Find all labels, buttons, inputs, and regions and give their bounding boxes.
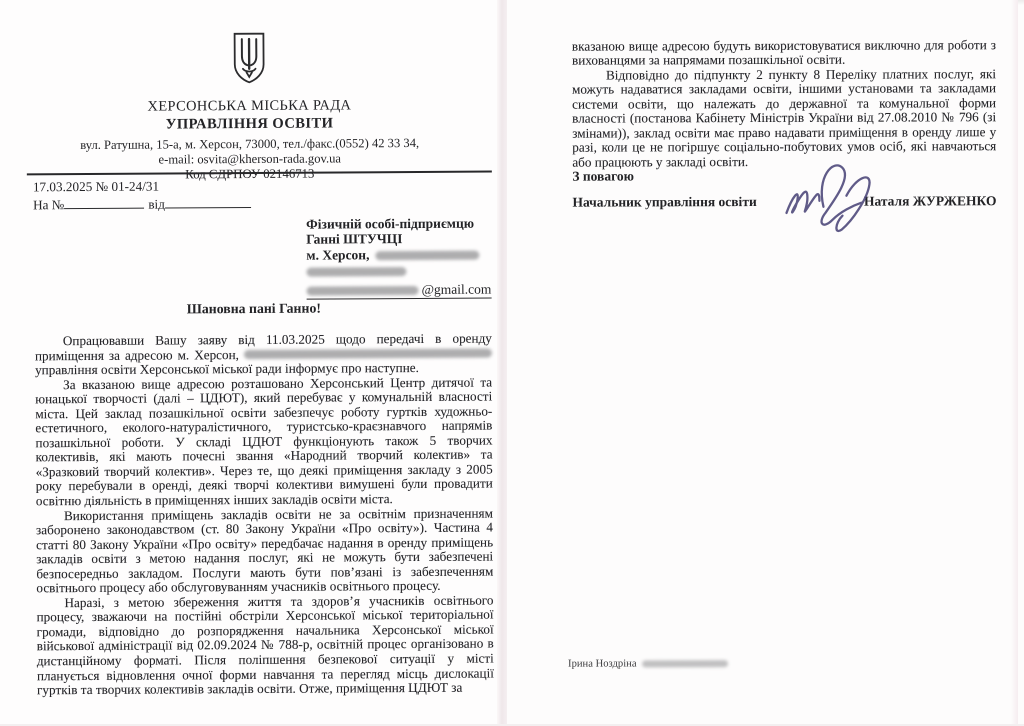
handwritten-signature (776, 155, 888, 242)
recipient-address-line2 (306, 262, 491, 279)
letter-page-2 (507, 0, 1018, 724)
reply-no-label: На № (32, 196, 65, 212)
reply-no-blank (64, 196, 144, 208)
org-address: вул. Ратушна, 15-а, м. Херсон, 73000, тел./факс.(0552) 42 33 34, (80, 135, 420, 153)
recipient-city: м. Херсон, (306, 247, 370, 263)
executor-line (568, 658, 729, 670)
salutation: Шановна пані Ганно! (186, 300, 321, 317)
reply-from-label: від (148, 196, 165, 212)
ukraine-trident-icon (231, 30, 267, 91)
paragraph-3: Використання приміщень закладів освіти не за освітнім призначенням заборонено законодавством (ст. 80 Закону України «Про освіту»). Частина 4 статті 80 Закону України «Про освіту» передбачає надання в оренду приміщень закладів освіти з метою надання послуг, які не можуть бути забезпечені безпосередньо закладом. Послуги мають бути пов’язані із забезпеченням освітнього процесу або обслуговуванням учасників освітнього процесу. (35, 505, 494, 596)
letter-body-page1 (35, 332, 494, 698)
recipient-block (306, 216, 491, 300)
org-name-line2: УПРАВЛІННЯ ОСВІТИ (165, 115, 334, 133)
paragraph-4: Наразі, з метою збереження життя та здоров’я учасників освітнього процесу, зважаючи на постійні обстріли Херсонської міської територіальної громади, відповідно до розпорядження начальника Херсонської міської військової адміністрації від 02.09.2024 № 788-р, освітній процес організовано в дистанційному форматі. Після поліпшення безпекової ситуації у місті планується відновлення очної форми навчання та перегляд місць дислокації гуртків та творчих колективів закладів освіти. Отже, приміщення ЦДЮТ за (36, 592, 494, 698)
paragraph-6: Відповідно до підпункту 2 пункту 8 Переліку платних послуг, які можуть надаватися закладами освіти, іншими установами та закладами системи освіти, що належать до державної та комунальної форми власності (постанова Кабінету Міністрів України від 27.08.2010 № 796 (зі змінами)), заклад освіти має право надавати приміщення в оренду лише у разі, коли це не погіршує соціально-побутових умов осіб, які навчаються або працюють у закладі освіти. (572, 66, 997, 170)
signer-name: Наталя ЖУРЖЕНКО (863, 193, 997, 209)
recipient-email-domain: @gmail.com (421, 281, 492, 297)
valediction: З повагою (572, 168, 634, 184)
paragraph-1-text-b: управління освіти Херсонської міської ради інформує про наступне. (34, 360, 419, 378)
recipient-line1: Фізичній особі-підприємцю (306, 215, 475, 232)
paragraph-2: За вказаною вище адресою розташовано Херсонський Центр дитячої та юнацької творчості (далі – ЦДЮТ), який перебуває у комунальній власності міста. Цей заклад позашкільної освіти забезпечує роботу гуртків художньо-естетичного, еколого-натуралістичного, туристсько-краєзнавчого напрямів позашкільної роботи. У складі ЦДЮТ функціонують також 5 творчих колективів, які мають почесні звання «Народний творчий колектив» та «Зразковий творчий колектив». Через те, що деякі приміщення закладу з 2005 року перебували в оренді, деякі творчі колективи вимушені були провадити освітню діяльність в приміщеннях інших закладів освіти міста. (35, 374, 493, 509)
paragraph-1 (35, 332, 492, 378)
org-email: e-mail: osvita@kherson-rada.gov.ua (158, 151, 342, 167)
redacted-address-2 (306, 267, 406, 277)
letterhead (18, 29, 481, 184)
recipient-name: Ганні ШТУЧЦІ (306, 231, 403, 248)
recipient-email-line (306, 277, 491, 300)
reply-from-blank (165, 195, 251, 208)
scan-right-shadow (1011, 0, 1018, 724)
recipient-city-line (306, 246, 491, 263)
redacted-phone (643, 660, 729, 667)
signer-title: Начальник управління освіти (572, 194, 757, 210)
redacted-premises-address (244, 348, 492, 359)
org-name-line1: ХЕРСОНСЬКА МІСЬКА РАДА (147, 97, 352, 115)
redacted-email-local (307, 286, 419, 296)
outgoing-number: 17.03.2025 № 01-24/31 (32, 178, 160, 195)
paragraph-1-text-a: Опрацювавши Вашу заяву від 11.03.2025 щодо передачі в оренду приміщення за адресою м. Херсон, (34, 330, 492, 363)
letter-page-1 (0, 0, 500, 724)
reference-block (33, 177, 251, 213)
reply-reference-line (33, 194, 251, 213)
paragraph-5: вказаною вище адресою будуть використовуватися виключно для роботи з вихованцями за напрямами позашкільної освіти. (571, 37, 996, 69)
letter-body-page2 (572, 38, 996, 170)
redacted-address (375, 251, 479, 261)
executor-name: Ірина Ноздріна (568, 658, 637, 670)
